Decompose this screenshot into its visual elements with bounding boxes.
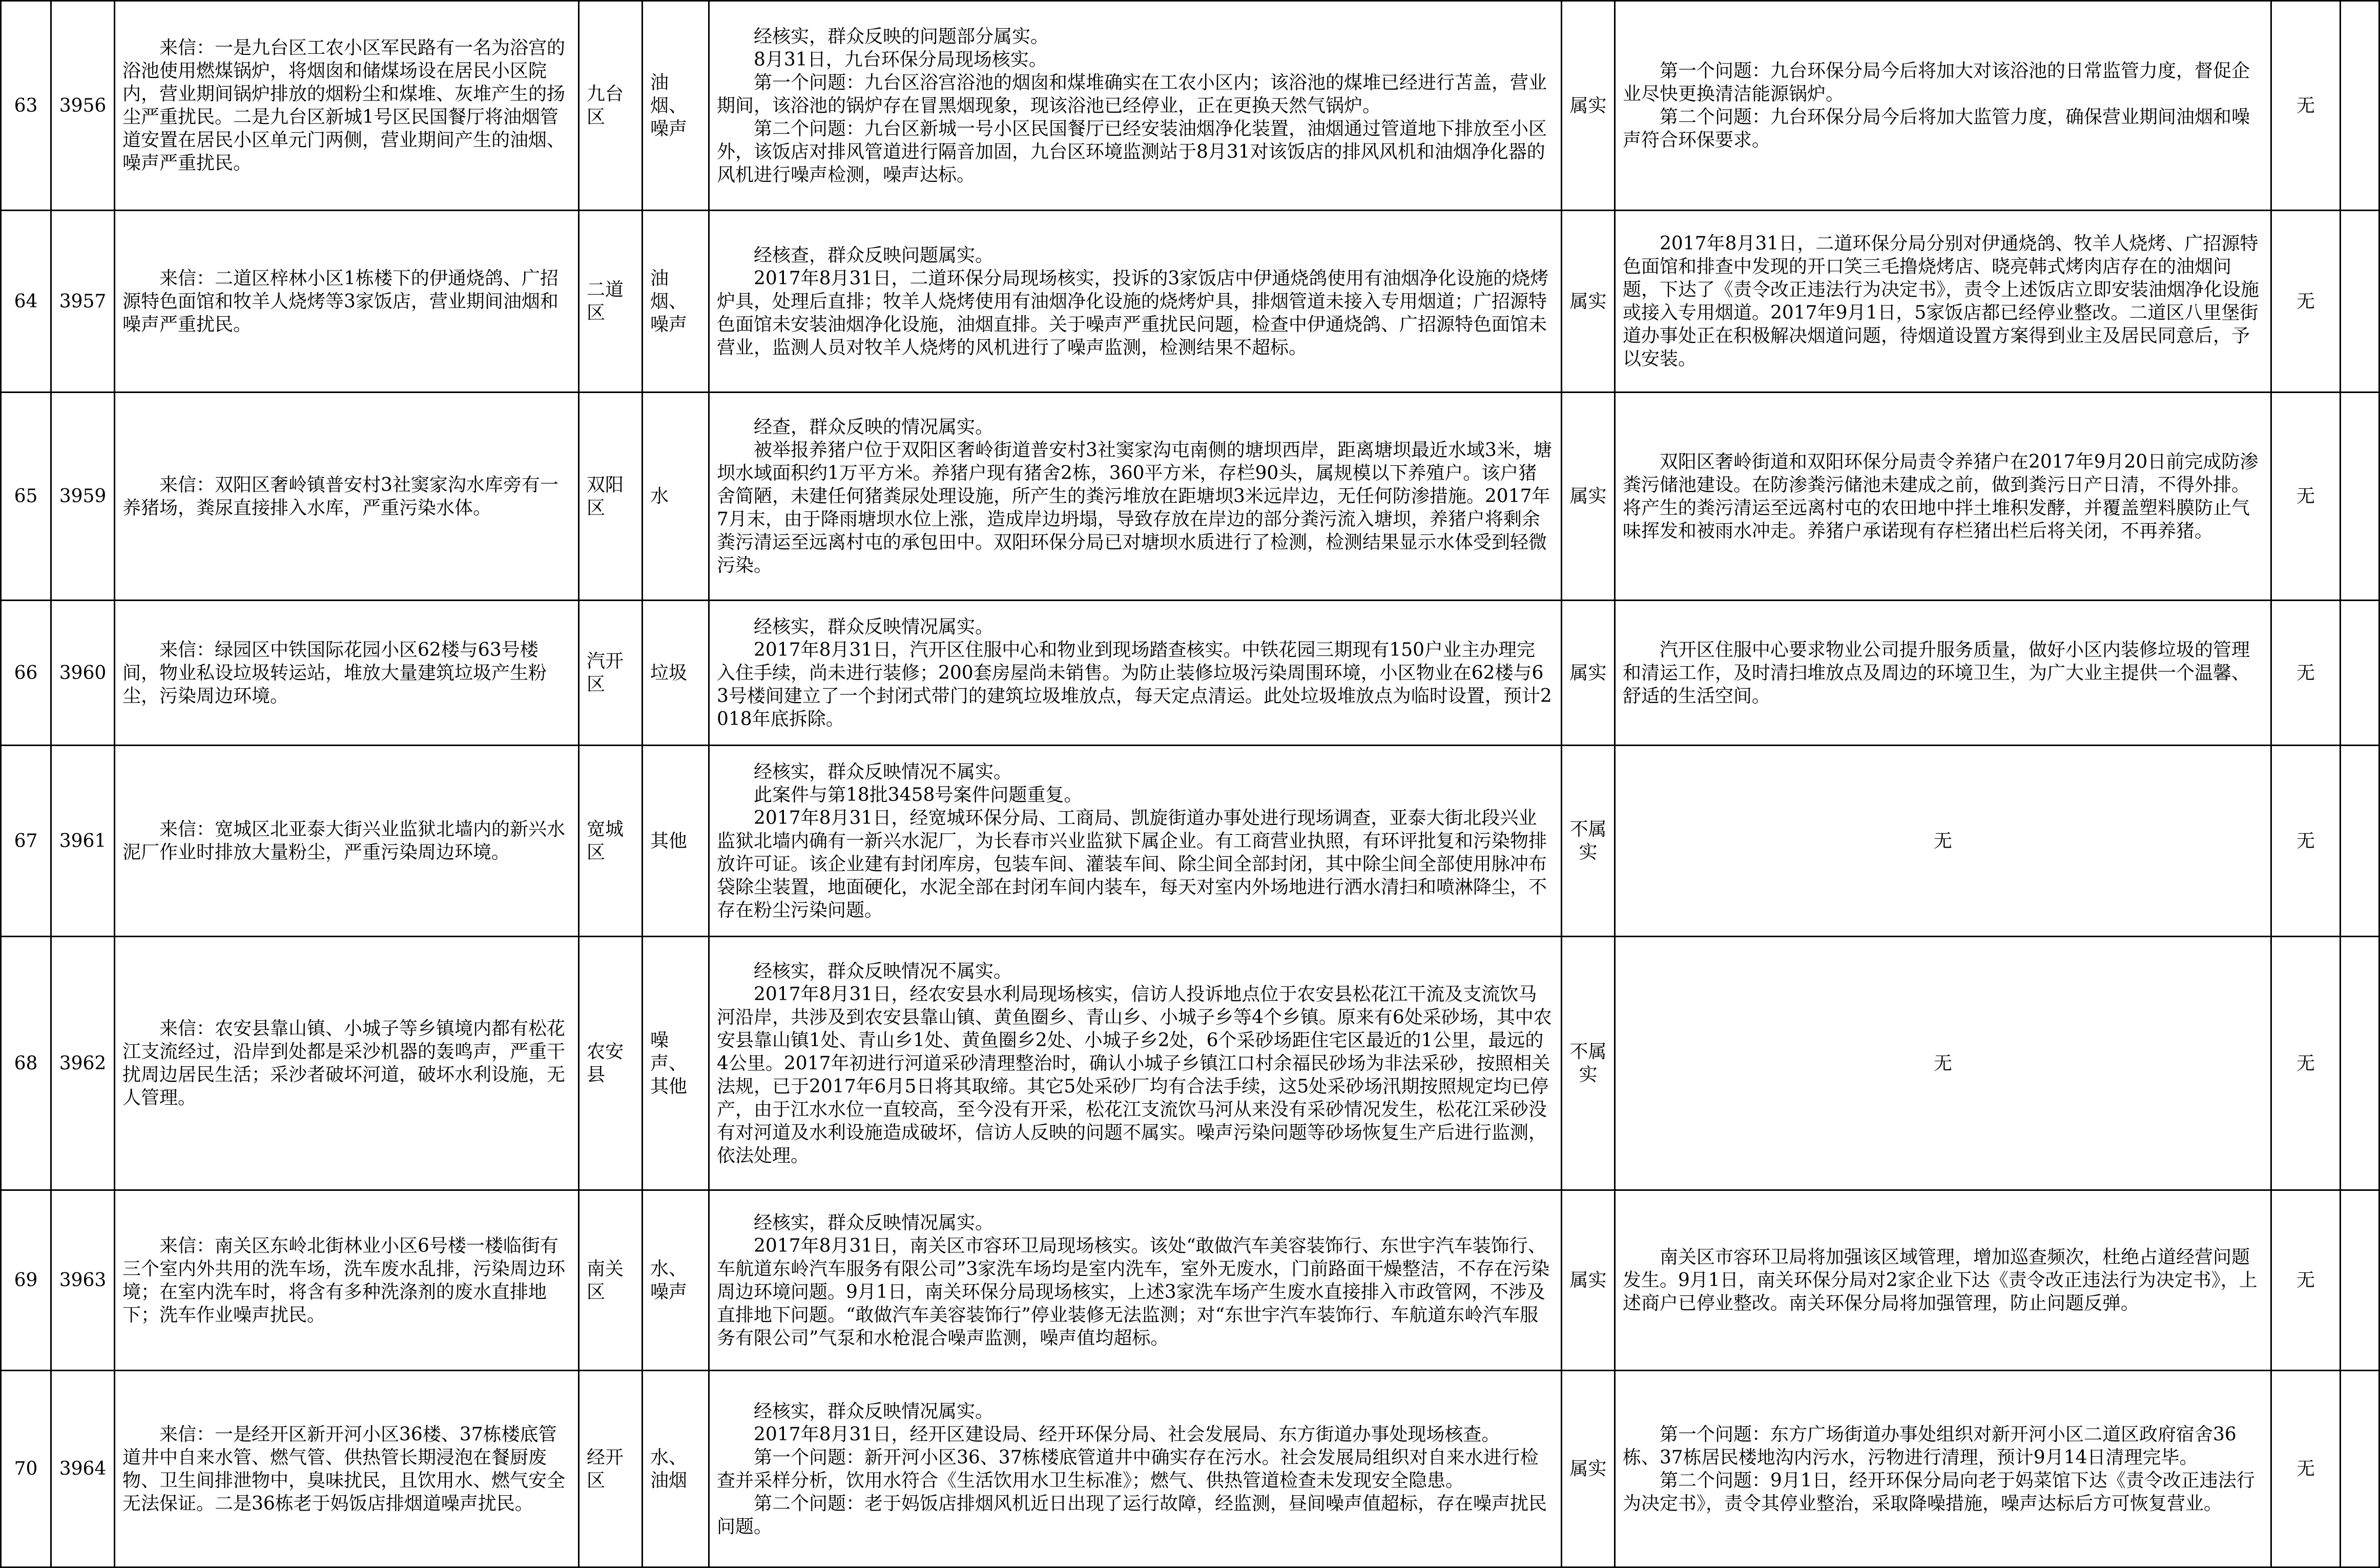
accountability-cell <box>2271 211 2341 393</box>
result-cell <box>1562 393 1615 601</box>
pollution-type: 噪声、其他 <box>650 1029 688 1097</box>
handling-cell <box>1615 211 2271 393</box>
complaint-text: 来信：一是九台区工农小区军民路有一名为浴宫的浴池使用燃煤锅炉，将烟囱和储煤场设在居民小区院内，营业期间锅炉排放的烟粉尘和煤堆、灰堆产生的扬尘严重扰民。二是九台区新城1号区民国餐厅将油烟管道安置在居民小区单元门两侧，营业期间产生的油烟、噪声严重扰民。 <box>122 37 566 174</box>
investigation-cell <box>709 746 1562 937</box>
pollution-type: 垃圾 <box>650 662 688 684</box>
complaint-cell <box>115 601 579 746</box>
complaint-text: 来信：南关区东岭北街林业小区6号楼一楼临街有三个室内外共用的洗车场，洗车废水乱排，污染周边环境；在室内洗车时，将含有多种洗涤剂的废水直排地下；洗车作业噪声扰民。 <box>122 1235 566 1326</box>
investigation-cell <box>709 601 1562 746</box>
district-cell <box>579 211 643 393</box>
table-row <box>1 393 2379 601</box>
complaint-text: 来信：二道区梓林小区1栋楼下的伊通烧鸽、广招源特色面馆和牧羊人烧烤等3家饭店，营业期间油烟和噪声严重扰民。 <box>122 267 558 335</box>
handling-cell <box>1615 746 2271 937</box>
accountability-value: 无 <box>2296 1458 2315 1479</box>
case-code: 3956 <box>59 95 107 116</box>
pollution-type-cell <box>643 746 709 937</box>
pollution-type-cell <box>643 211 709 393</box>
pollution-type-cell <box>643 601 709 746</box>
investigation-paragraph: 2017年8月31日，经农安县水利局现场核实，信访人投诉地点位于农安县松花江干流及支流饮马河沿岸，共涉及到农安县靠山镇、黄鱼圈乡、青山乡、小城子乡等4个乡镇。原来有6处采砂场，其中农安县靠山镇1处、青山乡1处、黄鱼圈乡2处、小城子乡2处，6个采砂场距住宅区最近的1公里，最远的4公里。2017年初进行河道采砂清理整治时，确认小城子乡镇江口村余福民砂场为非法采砂，按照相关法规，已于2017年6月5日将其取缔。其它5处采砂厂均有合法手续，这5处采砂场汛期按照规定均已停产，由于江水水位一直较高，至今没有开采，松花江支流饮马河从来没有采砂情况发生，松花江采砂没有对河道及水利设施造成破坏，信访人反映的问题不属实。噪声污染问题等砂场恢复生产后进行监测，依法处理。 <box>717 983 1552 1166</box>
handling-none: 无 <box>1933 1053 1952 1074</box>
pollution-type-cell <box>643 937 709 1190</box>
investigation-paragraph: 第二个问题：老于妈饭店排烟风机近日出现了运行故障，经监测，昼间噪声值超标，存在噪声扰民问题。 <box>717 1493 1547 1537</box>
complaint-cell <box>115 1371 579 1567</box>
result-cell <box>1562 746 1615 937</box>
investigation-paragraph: 经核实，群众反映情况属实。 <box>754 1400 994 1422</box>
table-row <box>1 601 2379 746</box>
code-cell <box>51 1 115 211</box>
seq-cell <box>1 1190 51 1371</box>
investigation-paragraph: 经核实，群众反映的问题部分属实。 <box>754 26 1049 47</box>
seq-cell <box>1 601 51 746</box>
district-cell <box>579 1371 643 1567</box>
handling-paragraph: 2017年8月31日，二道环保分局分别对伊通烧鸽、牧羊人烧烤、广招源特色面馆和排查中发现的开口笑三毛撸烧烤店、晓亮韩式烤肉店存在的油烟问题，下达了《责令改正违法行为决定书》，责令上述饭店立即安装油烟净化设施或接入专用烟道。2017年9月1日，5家饭店都已经停业整改。二道区八里堡街道办事处正在积极解决烟道问题，待烟道设置方案得到业主及居民同意后，予以安装。 <box>1623 233 2260 369</box>
complaint-cell <box>115 1190 579 1371</box>
pollution-type: 水、油烟 <box>650 1447 688 1491</box>
blank-cell <box>2341 393 2379 601</box>
handling-cell <box>1615 393 2271 601</box>
investigation-cell <box>709 937 1562 1190</box>
district-cell <box>579 937 643 1190</box>
verification-result: 不属实 <box>1569 819 1607 863</box>
investigation-paragraph: 2017年8月31日，经宽城环保分局、工商局、凯旋街道办事处进行现场调查，亚泰大街北段兴业监狱北墙内确有一新兴水泥厂，为长春市兴业监狱下属企业。有工商营业执照，有环评批复和污染物排放许可证。该企业建有封闭库房，包装车间、灌装车间、除尘间全部封闭，其中除尘间全部使用脉冲布袋除尘装置，地面硬化，水泥全部在封闭车间内装车，每天对室内外场地进行洒水清扫和喷淋降尘，不存在粉尘污染问题。 <box>717 807 1547 921</box>
accountability-value: 无 <box>2296 830 2315 852</box>
district-name: 汽开区 <box>587 651 624 695</box>
complaint-text: 来信：宽城区北亚泰大街兴业监狱北墙内的新兴水泥厂作业时排放大量粉尘，严重污染周边环境。 <box>122 819 566 863</box>
handling-paragraph: 双阳区奢岭街道和双阳环保分局责令养猪户在2017年9月20日前完成防渗粪污储池建设。在防渗粪污储池未建成之前，做到粪污日产日清，不得外排。将产生的粪污清运至远离村屯的农田地中拌土堆积发酵，并覆盖塑料膜防止气味挥发和被雨水冲走。养猪户承诺现有存栏猪出栏后将关闭，不再养猪。 <box>1623 451 2259 542</box>
accountability-value: 无 <box>2296 95 2315 116</box>
pollution-type-cell <box>643 393 709 601</box>
investigation-paragraph: 被举报养猪户位于双阳区奢岭街道普安村3社窦家沟屯南侧的塘坝西岸，距离塘坝最近水域3米，塘坝水域面积约1万平方米。养猪户现有猪舍2栋，360平方米，存栏90头，属规模以下养殖户。该户猪舍简陋，未建任何猪粪尿处理设施，所产生的粪污堆放在距塘坝3米远岸边，无任何防渗措施。2017年7月末，由于降雨塘坝水位上涨，造成岸边坍塌，导致存放在岸边的部分粪污流入塘坝，养猪户将剩余粪污清运至远离村屯的承包田中。双阳环保分局已对塘坝水质进行了检测，检测结果显示水体受到轻微污染。 <box>717 440 1552 576</box>
pollution-type-cell <box>643 1371 709 1567</box>
district-name: 九台区 <box>587 84 624 128</box>
handling-none: 无 <box>1933 830 1952 852</box>
case-code: 3957 <box>59 291 107 312</box>
handling-paragraph: 第二个问题：9月1日，经开环保分局向老于妈菜馆下达《责令改正违法行为决定书》，责令其停业整治，采取降噪措施，噪声达标后方可恢复营业。 <box>1623 1470 2255 1514</box>
complaint-cell <box>115 393 579 601</box>
district-cell <box>579 1190 643 1371</box>
case-code: 3959 <box>59 486 107 507</box>
seq-cell <box>1 393 51 601</box>
accountability-cell <box>2271 601 2341 746</box>
code-cell <box>51 937 115 1190</box>
table-row <box>1 937 2379 1190</box>
result-cell <box>1562 211 1615 393</box>
district-cell <box>579 1 643 211</box>
investigation-paragraph: 经核实，群众反映情况属实。 <box>754 1212 994 1233</box>
investigation-paragraph: 2017年8月31日，南关区市容环卫局现场核实。该处“敢做汽车美容装饰行、东世宇汽车装饰行、车航道东岭汽车服务有限公司”3家洗车场均是室内洗车，室外无废水，门前路面干燥整洁，不存在污染周边环境问题。9月1日，南关环保分局现场核实，上述3家洗车场产生废水直接排入市政管网，不涉及直排地下问题。“敢做汽车美容装饰行”停业装修无法监测；对“东世宇汽车装饰行、车航道东岭汽车服务有限公司”气泵和水枪混合噪声监测，噪声值均超标。 <box>717 1235 1550 1349</box>
investigation-paragraph: 2017年8月31日，二道环保分局现场核实，投诉的3家饭店中伊通烧鸽使用有油烟净化设施的烧烤炉具，处理后直排；牧羊人烧烤使用有油烟净化设施的烧烤炉具，排烟管道未接入专用烟道；广招源特色面馆未安装油烟净化设施，油烟直排。关于噪声严重扰民问题，检查中伊通烧鸽、广招源特色面馆未营业，监测人员对牧羊人烧烤的风机进行了噪声监测，检测结果不超标。 <box>717 267 1549 358</box>
case-code: 3964 <box>59 1458 107 1479</box>
district-name: 南关区 <box>587 1258 624 1303</box>
investigation-paragraph: 第一个问题：新开河小区36、37栋楼底管道井中确实存在污水。社会发展局组织对自来水进行检查并采样分析，饮用水符合《生活饮用水卫生标准》；燃气、供热管道检查未发现安全隐患。 <box>717 1447 1539 1491</box>
investigation-cell <box>709 211 1562 393</box>
investigation-paragraph: 2017年8月31日，经开区建设局、经开环保分局、社会发展局、东方街道办事处现场核查。 <box>754 1423 1500 1445</box>
pollution-type: 水、噪声 <box>650 1258 688 1303</box>
complaint-text: 来信：双阳区奢岭镇普安村3社窦家沟水库旁有一养猪场，粪尿直接排入水库，严重污染水体。 <box>122 474 558 519</box>
code-cell <box>51 211 115 393</box>
accountability-cell <box>2271 937 2341 1190</box>
seq-number: 66 <box>14 662 38 684</box>
case-code: 3960 <box>59 662 107 684</box>
seq-number: 68 <box>14 1053 38 1074</box>
pollution-type-cell <box>643 1190 709 1371</box>
case-code: 3961 <box>59 830 107 852</box>
accountability-cell <box>2271 393 2341 601</box>
investigation-paragraph: 8月31日，九台环保分局现场核实。 <box>754 49 1047 70</box>
seq-cell <box>1 1371 51 1567</box>
accountability-value: 无 <box>2296 662 2315 684</box>
blank-cell <box>2341 937 2379 1190</box>
pollution-type: 水 <box>650 486 669 507</box>
handling-cell <box>1615 601 2271 746</box>
district-name: 二道区 <box>587 279 624 323</box>
pollution-type: 油烟、噪声 <box>650 267 688 335</box>
code-cell <box>51 1190 115 1371</box>
accountability-value: 无 <box>2296 486 2315 507</box>
code-cell <box>51 1371 115 1567</box>
complaint-cell <box>115 937 579 1190</box>
handling-cell <box>1615 937 2271 1190</box>
investigation-cell <box>709 1371 1562 1567</box>
complaint-text: 来信：农安县靠山镇、小城子等乡镇境内都有松花江支流经过，沿岸到处都是采沙机器的轰鸣声，严重干扰周边居民生活；采沙者破坏河道，破坏水利设施，无人管理。 <box>122 1018 566 1108</box>
seq-number: 67 <box>14 830 38 852</box>
investigation-paragraph: 经核查，群众反映问题属实。 <box>754 244 994 266</box>
district-name: 经开区 <box>587 1447 624 1491</box>
investigation-paragraph: 经查，群众反映的情况属实。 <box>754 417 994 438</box>
accountability-value: 无 <box>2296 291 2315 312</box>
seq-number: 70 <box>14 1458 38 1479</box>
verification-result: 属实 <box>1569 95 1607 116</box>
district-cell <box>579 601 643 746</box>
verification-result: 不属实 <box>1569 1041 1607 1085</box>
district-name: 双阳区 <box>587 474 624 519</box>
case-code: 3963 <box>59 1270 107 1291</box>
result-cell <box>1562 601 1615 746</box>
investigation-paragraph: 经核实，群众反映情况不属实。 <box>754 761 1012 782</box>
investigation-paragraph: 经核实，群众反映情况属实。 <box>754 616 994 637</box>
verification-result: 属实 <box>1569 291 1607 312</box>
complaint-text: 来信：绿园区中铁国际花园小区62楼与63号楼间，物业私设垃圾转运站，堆放大量建筑垃圾产生粉尘，污染周边环境。 <box>122 639 547 707</box>
pollution-type: 其他 <box>650 830 688 852</box>
verification-result: 属实 <box>1569 1458 1607 1479</box>
blank-cell <box>2341 211 2379 393</box>
blank-cell <box>2341 1190 2379 1371</box>
code-cell <box>51 746 115 937</box>
handling-paragraph: 汽开区住服中心要求物业公司提升服务质量，做好小区内装修垃圾的管理和清运工作，及时清扫堆放点及周边的环境卫生，为广大业主提供一个温馨、舒适的生活空间。 <box>1623 639 2250 707</box>
blank-cell <box>2341 601 2379 746</box>
table-row <box>1 211 2379 393</box>
blank-cell <box>2341 1 2379 211</box>
district-name: 宽城区 <box>587 819 624 863</box>
case-code: 3962 <box>59 1053 107 1074</box>
seq-number: 69 <box>14 1270 38 1291</box>
seq-number: 63 <box>14 95 38 116</box>
seq-cell <box>1 211 51 393</box>
table-row <box>1 746 2379 937</box>
investigation-paragraph: 2017年8月31日，汽开区住服中心和物业到现场踏查核实。中铁花园三期现有150户业主办理完入住手续，尚未进行装修；200套房屋尚未销售。为防止装修垃圾污染周围环境，小区物业在62楼与63号楼间建立了一个封闭式带门的建筑垃圾堆放点，每天定点清运。此处垃圾堆放点为临时设置，预计2018年底拆除。 <box>717 639 1552 730</box>
pollution-type: 油烟、噪声 <box>650 72 688 139</box>
investigation-paragraph: 此案件与第18批3458号案件问题重复。 <box>754 784 1083 806</box>
verification-result: 属实 <box>1569 1270 1607 1291</box>
investigation-paragraph: 经核实，群众反映情况不属实。 <box>754 960 1012 982</box>
result-cell <box>1562 1 1615 211</box>
verification-result: 属实 <box>1569 662 1607 684</box>
seq-cell <box>1 937 51 1190</box>
district-cell <box>579 393 643 601</box>
pollution-type-cell <box>643 1 709 211</box>
accountability-value: 无 <box>2296 1270 2315 1291</box>
handling-paragraph: 第一个问题：九台环保分局今后将加大对该浴池的日常监管力度，督促企业尽快更换清洁能源锅炉。 <box>1623 60 2250 105</box>
accountability-value: 无 <box>2296 1053 2315 1074</box>
seq-number: 65 <box>14 486 38 507</box>
result-cell <box>1562 937 1615 1190</box>
complaint-cell <box>115 1 579 211</box>
table-row <box>1 1371 2379 1567</box>
handling-cell <box>1615 1371 2271 1567</box>
table-body <box>1 1 2379 1567</box>
investigation-cell <box>709 393 1562 601</box>
table-row <box>1 1 2379 211</box>
code-cell <box>51 601 115 746</box>
result-cell <box>1562 1190 1615 1371</box>
handling-paragraph: 第一个问题：东方广场街道办事处组织对新开河小区二道区政府宿舍36栋、37栋居民楼地沟内污水，污物进行清理，预计9月14日清理完毕。 <box>1623 1423 2237 1468</box>
handling-paragraph: 南关区市容环卫局将加强该区域管理，增加巡查频次，杜绝占道经营问题发生。9月1日，南关环保分局对2家企业下达《责令改正违法行为决定书》，上述商户已停业整改。南关环保分局将加强管理，防止问题反弹。 <box>1623 1247 2258 1314</box>
accountability-cell <box>2271 1 2341 211</box>
complaint-cell <box>115 211 579 393</box>
handling-paragraph: 第二个问题：九台环保分局今后将加大监管力度，确保营业期间油烟和噪声符合环保要求。 <box>1623 107 2250 151</box>
blank-cell <box>2341 1371 2379 1567</box>
investigation-cell <box>709 1190 1562 1371</box>
code-cell <box>51 393 115 601</box>
seq-number: 64 <box>14 291 38 312</box>
investigation-paragraph: 第一个问题：九台区浴宫浴池的烟囱和煤堆确实在工农小区内；该浴池的煤堆已经进行苫盖，营业期间，该浴池的锅炉存在冒黑烟现象，现该浴池已经停业，正在更换天然气锅炉。 <box>717 72 1547 116</box>
complaint-cell <box>115 746 579 937</box>
handling-cell <box>1615 1 2271 211</box>
verification-result: 属实 <box>1569 486 1607 507</box>
handling-cell <box>1615 1190 2271 1371</box>
district-cell <box>579 746 643 937</box>
complaint-text: 来信：一是经开区新开河小区36楼、37栋楼底管道井中自来水管、燃气管、供热管长期浸泡在餐厨废物、卫生间排泄物中，臭味扰民，且饮用水、燃气安全无法保证。二是36栋老于妈饭店排烟道噪声扰民。 <box>122 1423 566 1514</box>
seq-cell <box>1 1 51 211</box>
investigation-cell <box>709 1 1562 211</box>
accountability-cell <box>2271 1190 2341 1371</box>
table-row <box>1 1190 2379 1371</box>
seq-cell <box>1 746 51 937</box>
investigation-paragraph: 第二个问题：九台区新城一号小区民国餐厅已经安装油烟净化装置，油烟通过管道地下排放至小区外，该饭店对排风管道进行隔音加固，九台区环境监测站于8月31对该饭店的排风风机和油烟净化器的风机进行噪声检测，噪声达标。 <box>717 118 1547 185</box>
result-cell <box>1562 1371 1615 1567</box>
district-name: 农安县 <box>587 1041 624 1085</box>
accountability-cell <box>2271 746 2341 937</box>
blank-cell <box>2341 746 2379 937</box>
accountability-cell <box>2271 1371 2341 1567</box>
